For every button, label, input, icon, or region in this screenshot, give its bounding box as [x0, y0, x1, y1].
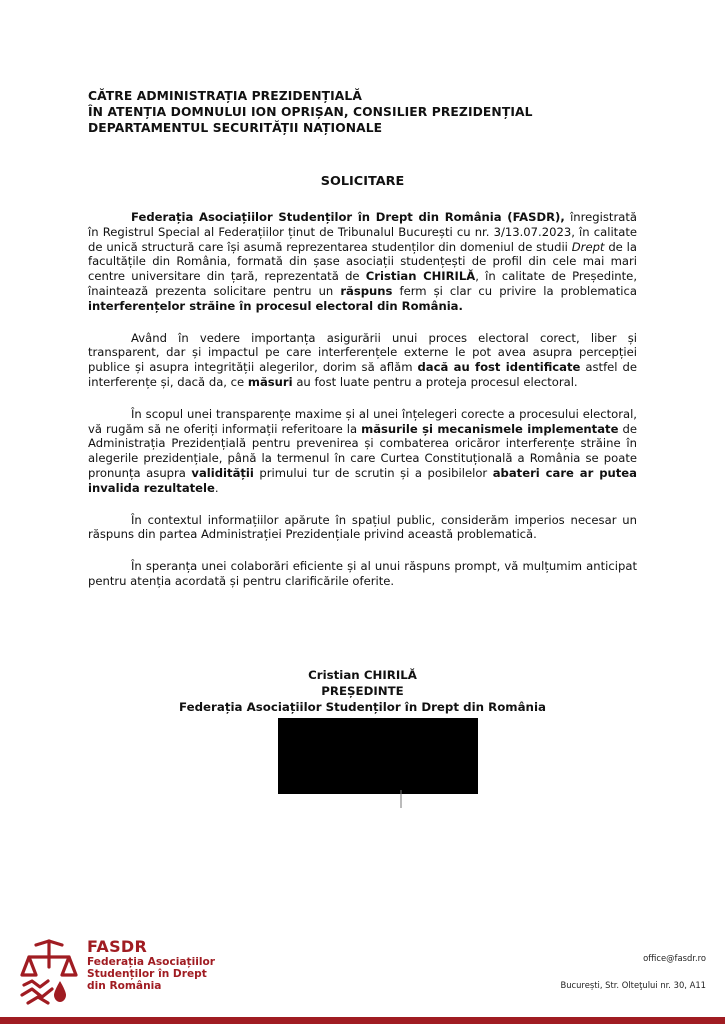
brand-line-3: din România	[87, 980, 162, 992]
paragraph-4: În contextul informațiilor apărute în spațiul public, considerăm imperios necesar un răspuns din partea Administrației Prezidențiale privind această problematică.	[88, 512, 637, 542]
p3-text-a: În scopul unei transparențe maxime și al unei înțelegeri corecte a procesului electoral, vă rugăm să ne oferiți informații referitoare la	[88, 406, 637, 436]
signature-block	[0, 667, 725, 715]
fasdr-logo-icon	[14, 937, 84, 1007]
letter-body	[88, 210, 637, 606]
addressee-line-3: DEPARTAMENTUL SECURITĂȚII NAȚIONALE	[88, 121, 383, 135]
brand-name: FASDR	[87, 937, 148, 956]
p3-text-b: de Administrația Prezidențială pentru prevenirea și combaterea oricăror interferențe străine în alegerile prezidențiale, până la termenul în care Curtea Constituțională a România se poate pronunța asupra	[88, 421, 638, 480]
p3-bold-b: validității	[191, 465, 254, 480]
brand-line-2: Studenților în Drept	[87, 968, 207, 980]
p1-president-name: Cristian CHIRILĂ	[365, 269, 476, 284]
footer-contact	[560, 953, 706, 990]
p3-bold-c: abateri care ar putea invalida rezultatele	[88, 465, 637, 495]
p2-text-a: Având în vedere importanța asigurării unui proces electoral corect, liber și transparent, dar și impactul pe care interferențele externe le pot avea asupra percepției publice și asupra integrității alegerilor, dorim să aflăm	[88, 330, 637, 375]
contact-email[interactable]: office@fasdr.ro	[643, 953, 706, 963]
contact-address: București, Str. Olteţului nr. 30, A11	[560, 980, 706, 990]
org-name: Federația Asociațiilor Studenților în Drept din România (FASDR),	[131, 210, 565, 224]
brand-line-1: Federația Asociațiilor	[87, 956, 215, 968]
p2-bold-b: măsuri	[247, 374, 293, 389]
paragraph-1	[88, 210, 637, 314]
p2-text-c: au fost luate pentru a proteja procesul electoral.	[292, 374, 578, 389]
document-title: SOLICITARE	[320, 174, 405, 189]
p1-text-b: de la facultățile din România, formată din șase asociații studențești de profil din cele mai mari centre universitare din țară, reprezentată de	[88, 239, 637, 284]
p1-text-a: înregistrată în Registrul Special al Federațiilor ținut de Tribunalul București cu nr. 3/13.07.2023, în calitate de unică structură care își asumă reprezentarea studenților din domeniul de studii	[88, 210, 637, 254]
signature-org: Federația Asociațiilor Studenților în Drept din România	[179, 700, 546, 714]
p2-text-b: astfel de interferențe și, dacă da, ce	[88, 360, 637, 389]
p3-text-d: .	[214, 480, 219, 495]
p1-text-d: ferm și clar cu privire la problematica	[392, 283, 637, 298]
signature-name: Cristian CHIRILĂ	[308, 668, 417, 682]
addressee-block	[88, 88, 648, 136]
redacted-signature	[278, 718, 478, 794]
addressee-line-1: CĂTRE ADMINISTRAȚIA PREZIDENȚIALĂ	[88, 89, 362, 103]
footer-brand	[87, 938, 215, 992]
signature-role: PREȘEDINTE	[321, 684, 404, 698]
p2-bold-a: dacă au fost identificate	[417, 360, 581, 375]
signature-stroke	[400, 790, 402, 808]
p1-text-c: , în calitate de Președinte, înaintează prezenta solicitare pentru un	[88, 269, 638, 298]
footer-bar	[0, 1017, 725, 1024]
addressee-line-2: ÎN ATENȚIA DOMNULUI ION OPRIȘAN, CONSILIER PREZIDENȚIAL	[88, 105, 533, 119]
p3-text-c: primului tur de scrutin și a posibilelor	[253, 465, 493, 480]
p1-drept: Drept	[571, 239, 605, 254]
paragraph-3	[88, 407, 637, 496]
p1-raspuns: răspuns	[340, 283, 393, 298]
paragraph-2	[88, 331, 637, 390]
p1-topic: interferențelor străine în procesul electoral din România.	[88, 298, 463, 313]
paragraph-5: În speranța unei colaborări eficiente și al unui răspuns prompt, vă mulțumim anticipat pentru atenția acordată și pentru clarificările oferite.	[88, 559, 637, 588]
p3-bold-a: măsurile și mecanismele implementate	[361, 421, 619, 436]
